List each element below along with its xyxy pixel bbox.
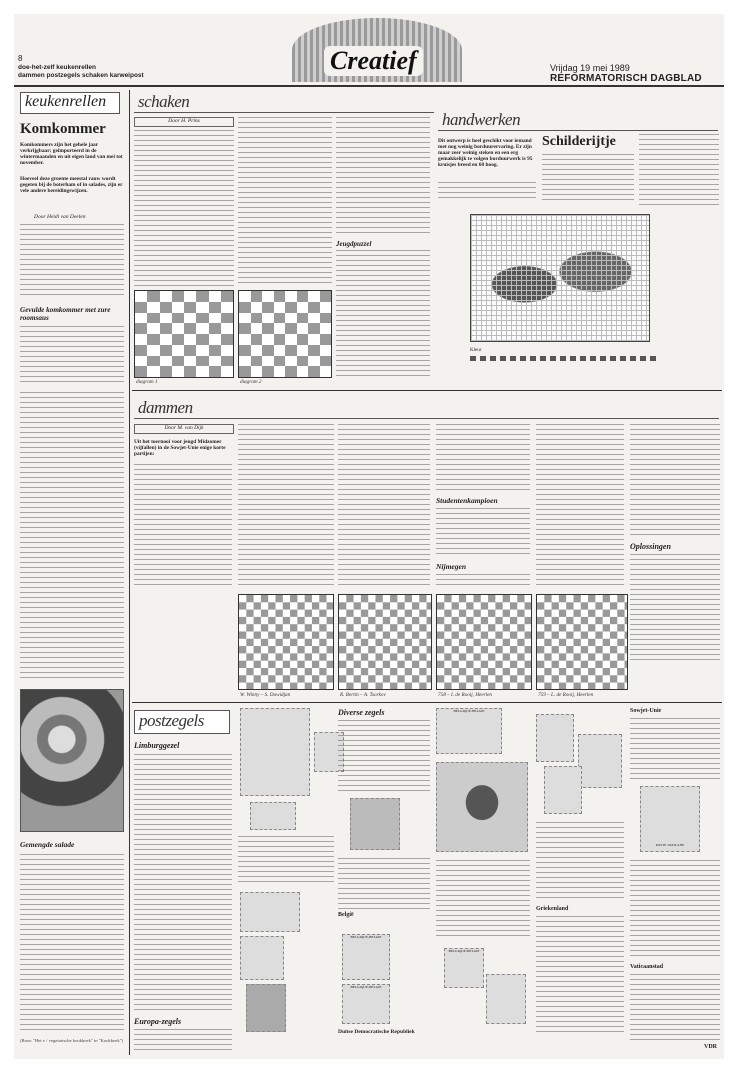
stamp-sheet-1 [240, 708, 310, 796]
recipe2-text [20, 854, 124, 1034]
dammen-author-box [134, 424, 234, 434]
embroidery-legend: Kleur [470, 348, 482, 353]
schaken-author-box [134, 117, 234, 127]
postzegels-author-mark: VDR [704, 1044, 717, 1050]
limburg-heading: Limburggezel [134, 741, 180, 750]
draughts-caption-2: R. Bertin – A. Tsorkov [340, 692, 386, 698]
recipe1-ingredients [20, 326, 124, 386]
schaken-col3 [336, 117, 430, 237]
stamp-belgie-2-label: BELGIQUE-BELGIE [350, 985, 382, 989]
griekenland-heading: Griekenland [536, 906, 569, 912]
vaticaanstad-heading: Vaticaanstad [630, 964, 664, 970]
stamp-belgie-3-label: BELGIQUE-BELGIE [453, 709, 485, 713]
dammen-col6 [630, 424, 720, 536]
draughts-caption-4: 759 – L. de Rooij, Heerlen [538, 692, 594, 698]
keuken-title: Komkommer [20, 121, 106, 137]
header-date: Vrijdag 19 mei 1989 [550, 63, 630, 73]
handwerken-text-1 [438, 182, 536, 200]
handwerken-text-2 [542, 154, 634, 204]
draughts-board-2 [338, 594, 432, 690]
draughts-board-4 [536, 594, 628, 690]
studentenkampioen-heading: Studentenkampioen [436, 496, 498, 505]
draughts-caption-3: 758 – I. de Rooij, Heerlen [438, 692, 493, 698]
postzegels-col3b [338, 858, 430, 910]
keuken-source: (Bron: "Het v / vegetarische kookboek" in "Kookboek") [20, 1038, 124, 1043]
dammen-label: dammen [134, 398, 719, 419]
stamp-6 [350, 798, 400, 850]
stamp-9 [578, 734, 622, 788]
postzegels-col4 [436, 860, 530, 940]
stamp-3 [240, 892, 300, 932]
recipe1-text [20, 392, 124, 682]
stamp-5 [246, 984, 286, 1032]
dammen-col4b [436, 508, 530, 558]
stamp-2 [250, 802, 296, 830]
stamp-10 [544, 766, 582, 814]
postzegels-col5b [536, 916, 624, 1036]
logo-text: Creatief [324, 46, 423, 76]
chess-diagram-2 [238, 290, 332, 378]
stamp-belgie-2 [342, 984, 390, 1024]
stamp-belgie-4 [444, 948, 484, 988]
keuken-label: keukenrellen [20, 92, 120, 114]
handwerken-text-3 [639, 134, 719, 209]
postzegels-col6b [630, 860, 720, 960]
left-column-rule [129, 90, 130, 1055]
keuken-author: Door Heidi van Deelen [34, 214, 86, 220]
europa-heading: Europa-zegels [134, 1017, 182, 1026]
dammen-col1 [134, 464, 232, 589]
postzegels-col2 [238, 836, 334, 886]
section-rule-1 [132, 390, 722, 391]
postzegels-col6c [630, 974, 720, 1040]
embroidery-legend-bar [470, 356, 660, 361]
stamp-4 [240, 936, 284, 980]
schaken-col2 [238, 117, 332, 286]
keuken-question: Hoeveel deze groente meestal rauw wordt gegeten bij de boterham of in salades, zijn er vele andere bereidingswijzen. [20, 176, 123, 194]
newspaper-name: REFORMATORISCH DAGBLAD [550, 73, 702, 84]
keuken-text-1 [20, 224, 124, 299]
oplossingen-heading: Oplossingen [630, 542, 671, 551]
dammen-col6b [630, 554, 720, 664]
diagram-1-caption: diagram 1 [136, 379, 158, 385]
stamp-belgie-1 [342, 934, 390, 980]
jeugdpuzzel-heading: Jeugdpuzzel [336, 240, 372, 248]
schaken-label: schaken [134, 92, 434, 113]
section-line-2: dammen postzegels schaken karweipost [18, 72, 144, 79]
section-rule-2 [132, 702, 722, 703]
logo [292, 18, 462, 82]
schaken-author: Door H. Prins [168, 118, 200, 124]
handwerken-label: handwerken [438, 110, 718, 131]
schaken-col3b [336, 250, 430, 378]
postzegels-label: postzegels [134, 710, 230, 734]
chess-diagram-1 [134, 290, 234, 378]
dammen-col4c [436, 574, 530, 589]
dammen-author: Door M. van Dijk [164, 425, 204, 431]
postzegels-col3 [338, 720, 430, 792]
keuken-lead: Komkommers zijn het gehele jaar verkrijgbaar; geïmporteerd in de wintermaanden en uit eigen land van mei tot november. [20, 142, 123, 166]
food-photo [20, 689, 124, 832]
stamp-vatican [640, 786, 700, 852]
postzegels-col5 [536, 822, 624, 902]
postzegels-col1b [134, 1029, 232, 1054]
handwerken-intro: Dit ontwerp is heel geschikt voor iemand met nog weinig borduurervaring. Er zijn maar zeer weinig steken en een erg gemakkelijk te volgen borduurwerk is 95 kruisjes breed en 60 hoog. [438, 138, 533, 168]
draughts-board-3 [436, 594, 532, 690]
stamp-belgie-3 [436, 708, 502, 754]
dammen-col4 [436, 424, 530, 492]
stamp-vatican-label: POSTE VATICANE [655, 843, 685, 847]
newspaper-page [14, 14, 724, 1059]
draughts-board-1 [238, 594, 334, 690]
belgie-heading: België [338, 912, 354, 918]
diverse-heading: Diverse zegels [338, 708, 385, 717]
postzegels-col6 [630, 718, 720, 780]
dammen-col3 [338, 424, 430, 589]
stamp-8 [536, 714, 574, 762]
stamp-7 [486, 974, 526, 1024]
section-line-1: doe-het-zelf keukenrellen [18, 64, 97, 71]
page-number: 8 [18, 54, 23, 63]
nijmegen-heading: Nijmegen [436, 562, 466, 571]
draughts-caption-1: W. Winny – S. Dawidjan [240, 692, 291, 698]
recipe1-title: Gevulde komkommer met zure roomsaus [20, 306, 111, 322]
dammen-lead: Uit het toernooi voor jeugd Midzomer (vijfallen) in de Sowjet-Unie enige korte partijen: [134, 439, 226, 457]
ddr-heading: Duitse Democratische Republiek [338, 1029, 415, 1035]
stamp-belgie-4-label: BELGIQUE-BELGIE [448, 949, 480, 953]
diagram-2-caption: diagram 2 [240, 379, 262, 385]
recipe2-title: Gemengde salade [20, 840, 75, 849]
stamp-bird [436, 762, 528, 852]
embroidery-chart [470, 214, 650, 342]
dammen-col5 [536, 424, 624, 589]
stamp-belgie-1-label: BELGIQUE-BELGIE [350, 935, 382, 939]
handwerken-title: Schilderijtje [542, 134, 616, 149]
postzegels-col1 [134, 754, 232, 1014]
header-rule [14, 85, 724, 87]
sowjet-heading: Sowjet-Unie [630, 708, 662, 714]
dammen-col2 [238, 424, 334, 589]
schaken-col1 [134, 130, 234, 286]
